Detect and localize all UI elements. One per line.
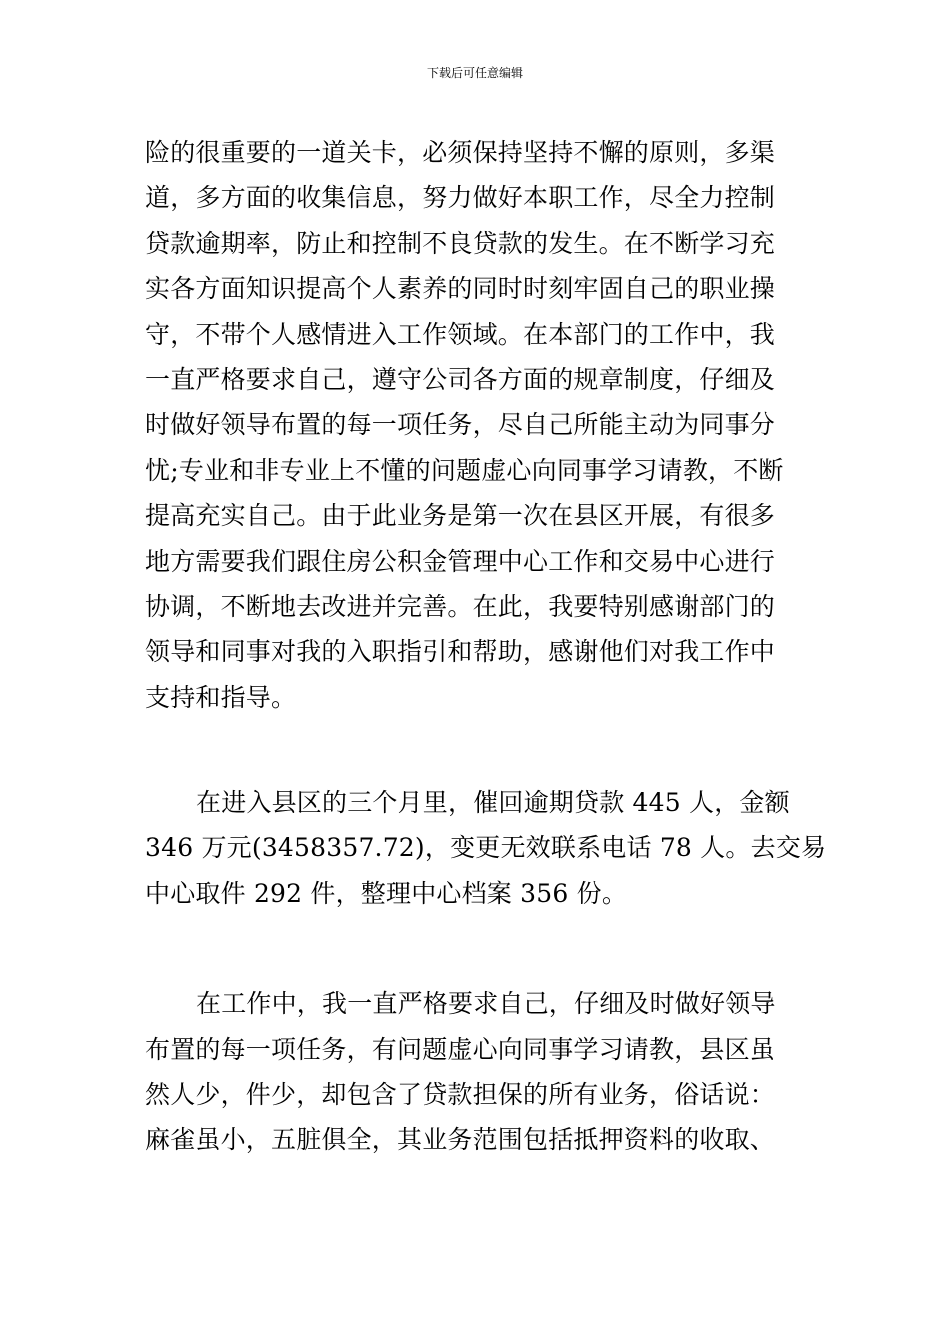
text-line: 贷款逾期率，防止和控制不良贷款的发生。在不断学习充: [145, 228, 776, 258]
text-line: 守，不带个人感情进入工作领域。在本部门的工作中，我: [145, 319, 776, 349]
text-line: 支持和指导。: [145, 682, 297, 712]
text-line: 然人少，件少，却包含了贷款担保的所有业务，俗话说：: [145, 1080, 776, 1110]
text-line: 协调，不断地去改进并完善。在此，我要特别感谢部门的: [145, 591, 776, 621]
text-line: 险的很重要的一道关卡，必须保持坚持不懈的原则，多渠: [145, 138, 776, 167]
text-line: 地方需要我们跟住房公积金管理中心工作和交易中心进行: [145, 546, 776, 576]
text-line: 在工作中，我一直严格要求自己，仔细及时做好领导: [196, 989, 776, 1019]
text-line: 布置的每一项任务，有问题虚心向同事学习请教，县区虽: [145, 1034, 776, 1064]
paragraph-spacer: [145, 720, 810, 780]
text-line: 在进入县区的三个月里，催回逾期贷款 445 人，金额: [196, 788, 790, 818]
text-line: 一直严格要求自己，遵守公司各方面的规章制度，仔细及: [145, 364, 776, 394]
text-line: 提高充实自己。由于此业务是第一次在县区开展，有很多: [145, 501, 776, 531]
page-header: 下载后可任意编辑: [426, 66, 523, 80]
text-line: 领导和同事对我的入职指引和帮助，感谢他们对我工作中: [145, 637, 776, 667]
paragraph-1: [145, 130, 810, 720]
text-line: 道，多方面的收集信息，努力做好本职工作，尽全力控制: [145, 183, 776, 213]
paragraph-2: [145, 780, 827, 916]
text-line: 中心取件 292 件，整理中心档案 356 份。: [145, 878, 628, 908]
document-body: [145, 130, 827, 1163]
text-line: 忧;专业和非专业上不懂的问题虚心向同事学习请教，不断: [145, 455, 784, 485]
text-line: 麻雀虽小，五脏俱全，其业务范围包括抵押资料的收取、: [145, 1125, 776, 1155]
paragraph-spacer: [145, 916, 810, 981]
paragraph-3: [145, 981, 810, 1163]
text-line: 实各方面知识提高个人素养的同时时刻牢固自己的职业操: [145, 274, 776, 304]
text-line: 346 万元(3458357.72)，变更无效联系电话 78 人。去交易: [145, 833, 827, 863]
text-line: 时做好领导布置的每一项任务，尽自己所能主动为同事分: [145, 410, 776, 440]
